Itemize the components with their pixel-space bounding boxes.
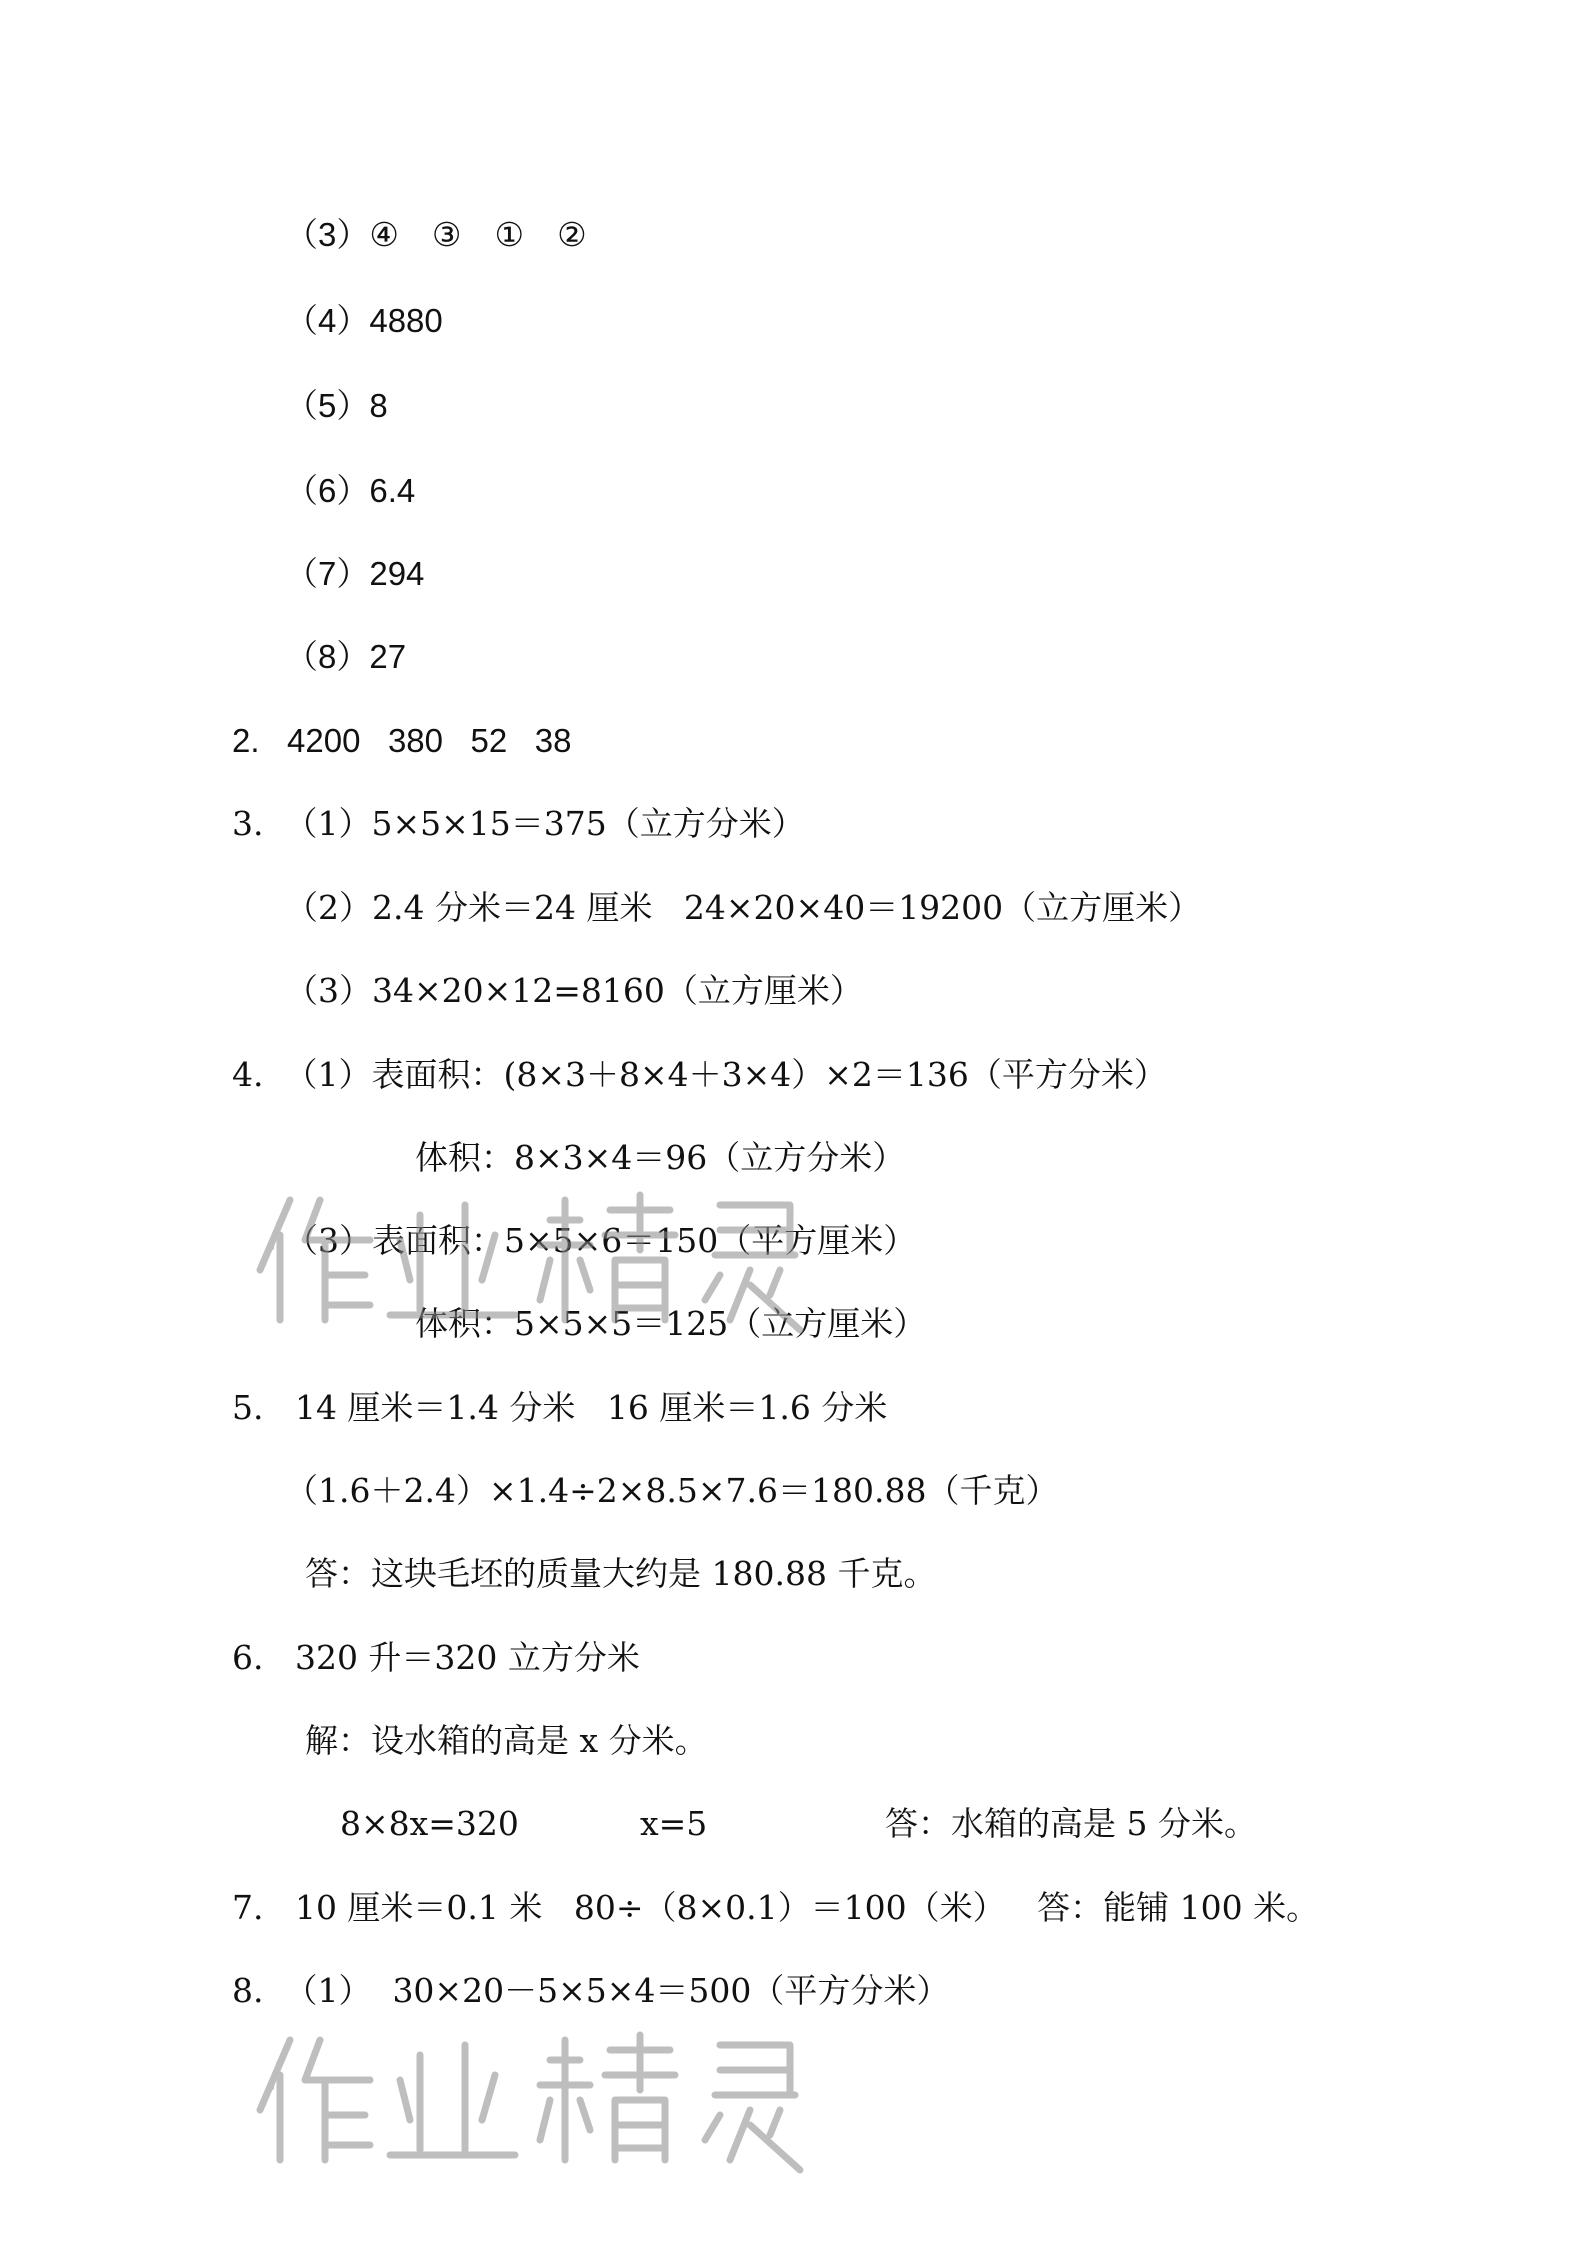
answer-line-6-equation: 8×8x=320 [340,1804,519,1843]
answer-line-4-3-volume: 体积：5×5×5＝125（立方厘米） [415,1304,927,1343]
watermark-logo-2 [250,2020,870,2180]
answer-line-1-3: （3）④ ③ ① ② [285,216,587,253]
watermark-logo [250,1180,870,1340]
answer-line-1-6: （6）6.4 [285,472,416,509]
answer-line-4-1-volume: 体积：8×3×4＝96（立方分米） [415,1138,906,1177]
answer-line-5-1: 5. 14 厘米＝1.4 分米 16 厘米＝1.6 分米 [232,1388,888,1427]
answer-line-2: 2. 4200 380 52 38 [232,722,572,759]
answer-line-6-1: 6. 320 升＝320 立方分米 [232,1638,640,1677]
answer-line-4-3: （3）表面积：5×5×6＝150（平方厘米） [285,1221,917,1260]
answer-line-5-answer: 答：这块毛坯的质量大约是 180.88 千克。 [305,1554,937,1593]
answer-line-6-answer: 答：水箱的高是 5 分米。 [885,1804,1257,1843]
answer-line-3-1: 3. （1）5×5×15＝375（立方分米） [232,804,805,843]
answer-line-1-7: （7）294 [285,555,425,592]
answer-line-5-2: （1.6＋2.4）×1.4÷2×8.5×7.6＝180.88（千克） [285,1471,1059,1510]
answer-line-4-1: 4. （1）表面积：(8×3＋8×4＋3×4）×2＝136（平方分米） [232,1055,1167,1094]
answer-line-3-3: （3）34×20×12=8160（立方厘米） [285,971,863,1010]
answer-line-1-5: （5）8 [285,387,388,424]
answer-line-3-2: （2）2.4 分米＝24 厘米 24×20×40＝19200（立方厘米） [285,888,1202,927]
answer-line-1-8: （8）27 [285,638,407,675]
answer-line-6-solution: x=5 [640,1804,708,1843]
answer-line-8-1: 8. （1） 30×20－5×5×4＝500（平方分米） [232,1971,950,2010]
answer-line-1-4: （4）4880 [285,302,443,339]
answer-line-7: 7. 10 厘米＝0.1 米 80÷（8×0.1）＝100（米） 答：能铺 100 米。 [232,1888,1320,1927]
answer-line-6-2: 解：设水箱的高是 x 分米。 [305,1721,708,1760]
